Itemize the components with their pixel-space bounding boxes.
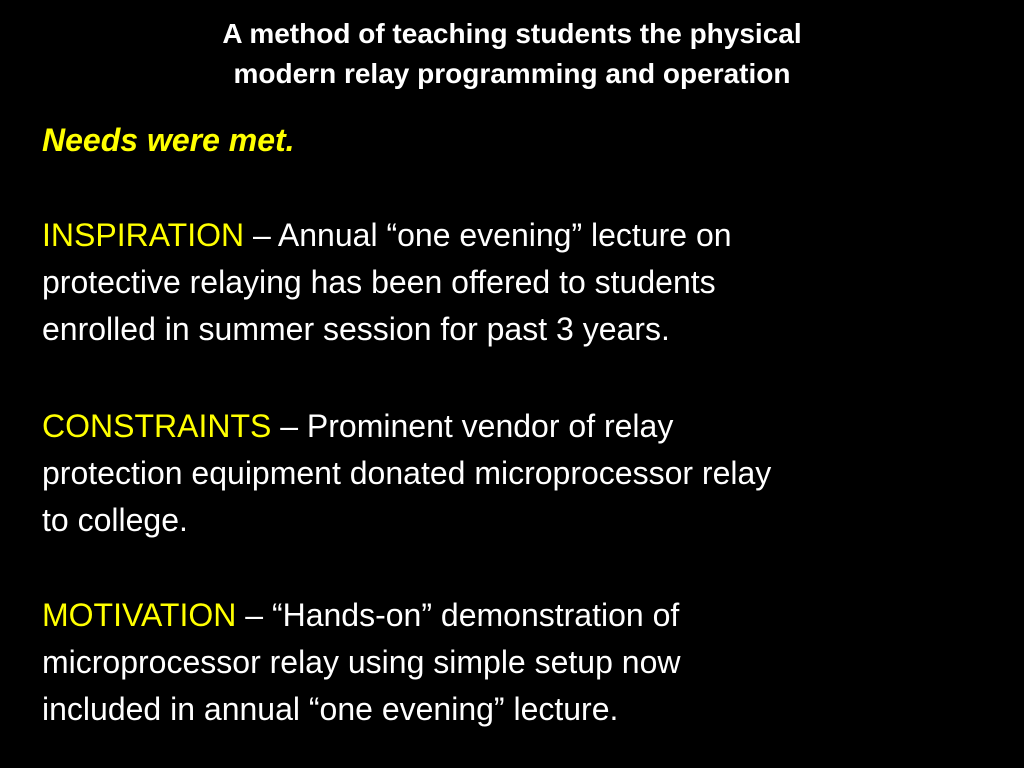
slide-title-line-2: modern relay programming and operation: [233, 58, 791, 89]
paragraph-line: protection equipment donated microprocessor relay: [42, 455, 772, 491]
paragraph-constraints: [42, 403, 1002, 544]
paragraph-line: protective relaying has been offered to students: [42, 264, 716, 300]
paragraph-line: [42, 403, 1002, 450]
paragraph-line: enrolled in summer session for past 3 years.: [42, 311, 670, 347]
paragraph-line: [42, 592, 1002, 639]
paragraph-motivation: [42, 592, 1002, 733]
slide-subtitle: Needs were met.: [42, 122, 295, 158]
keyword-inspiration: INSPIRATION: [42, 217, 245, 253]
paragraph-text: – “Hands-on” demonstration of: [245, 597, 680, 633]
slide-title: [0, 14, 1024, 94]
paragraph-line: included in annual “one evening” lecture.: [42, 691, 619, 727]
paragraph-line: [42, 212, 1002, 259]
paragraph-inspiration: [42, 212, 1002, 353]
keyword-motivation: MOTIVATION: [42, 597, 237, 633]
keyword-constraints: CONSTRAINTS: [42, 408, 272, 444]
paragraph-line: microprocessor relay using simple setup now: [42, 644, 681, 680]
paragraph-text: – Annual “one evening” lecture on: [252, 217, 732, 253]
paragraph-line: to college.: [42, 502, 188, 538]
slide-title-line-1: A method of teaching students the physical: [222, 18, 802, 49]
paragraph-text: – Prominent vendor of relay: [280, 408, 674, 444]
